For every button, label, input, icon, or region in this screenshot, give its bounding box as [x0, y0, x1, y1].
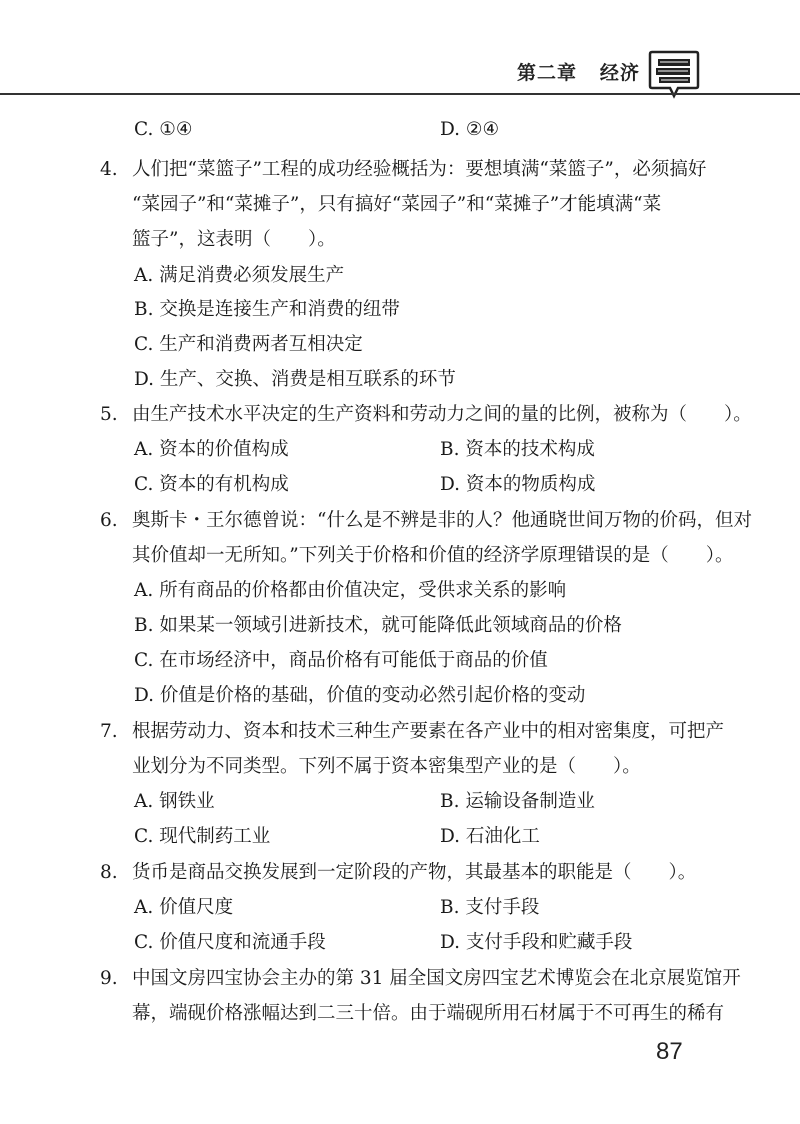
chapter-label: 第二章: [517, 62, 578, 84]
header-divider: [0, 93, 800, 95]
q3-option-c: C. ①④: [134, 119, 193, 140]
q8-option-c: C. 价值尺度和流通手段: [134, 932, 326, 953]
q5-option-c: C. 资本的有机构成: [134, 474, 289, 495]
q8-stem-line: 货币是商品交换发展到一定阶段的产物，其最基本的职能是（ ）。: [132, 862, 697, 883]
q4-option-d: D. 生产、交换、消费是相互联系的环节: [134, 369, 456, 390]
q6-option-b: B. 如果某一领域引进新技术，就可能降低此领域商品的价格: [134, 615, 622, 636]
q8-option-b: B. 支付手段: [440, 897, 540, 918]
q8-number: 8.: [100, 862, 118, 883]
q7-option-b: B. 运输设备制造业: [440, 791, 595, 812]
q6-option-d: D. 价值是价格的基础，价值的变动必然引起价格的变动: [134, 685, 586, 706]
q5-option-d: D. 资本的物质构成: [440, 474, 596, 495]
q4-option-a: A. 满足消费必须发展生产: [134, 265, 345, 286]
q5-number: 5.: [100, 404, 118, 425]
q6-number: 6.: [100, 510, 118, 531]
q4-option-b: B. 交换是连接生产和消费的纽带: [134, 299, 400, 320]
q6-stem-line: 其价值却一无所知。”下列关于价格和价值的经济学原理错误的是（ ）。: [132, 545, 734, 566]
q6-option-c: C. 在市场经济中，商品价格有可能低于商品的价值: [134, 650, 548, 671]
q7-stem-line: 业划分为不同类型。下列不属于资本密集型产业的是（ ）。: [132, 756, 641, 777]
q5-option-b: B. 资本的技术构成: [440, 439, 595, 460]
q4-stem-line: “菜园子”和“菜摊子”，只有搞好“菜园子”和“菜摊子”才能填满“菜: [132, 194, 662, 215]
q4-stem-line: 篮子”，这表明（ ）。: [132, 229, 336, 250]
q5-option-a: A. 资本的价值构成: [134, 439, 289, 460]
q9-number: 9.: [100, 968, 118, 989]
q4-number: 4.: [100, 159, 118, 180]
q5-stem-line: 由生产技术水平决定的生产资料和劳动力之间的量的比例，被称为（ ）。: [132, 404, 752, 425]
q7-stem-line: 根据劳动力、资本和技术三种生产要素在各产业中的相对密集度，可把产: [132, 721, 725, 742]
q7-option-c: C. 现代制药工业: [134, 826, 271, 847]
q6-option-a: A. 所有商品的价格都由价值决定，受供求关系的影响: [134, 580, 567, 601]
q9-stem-line: 幕，端砚价格涨幅达到二三十倍。由于端砚所用石材属于不可再生的稀有: [132, 1003, 725, 1024]
q6-stem-line: 奥斯卡・王尔德曾说：“什么是不辨是非的人？他通晓世间万物的价码，但对: [132, 510, 752, 531]
chapter-header: [517, 58, 640, 85]
q7-option-d: D. 石油化工: [440, 826, 540, 847]
q4-stem-line: 人们把“菜篮子”工程的成功经验概括为：要想填满“菜篮子”，必须搞好: [132, 159, 707, 180]
q9-stem-line: 中国文房四宝协会主办的第 31 届全国文房四宝艺术博览会在北京展览馆开: [132, 968, 741, 989]
section-label: 经济: [599, 62, 640, 84]
page-number: 87: [656, 1038, 683, 1065]
q8-option-d: D. 支付手段和贮藏手段: [440, 932, 633, 953]
q4-option-c: C. 生产和消费两者互相决定: [134, 334, 363, 355]
q8-option-a: A. 价值尺度: [134, 897, 234, 918]
q3-option-d: D. ②④: [440, 119, 500, 140]
q7-option-a: A. 钢铁业: [134, 791, 215, 812]
q7-number: 7.: [100, 721, 118, 742]
